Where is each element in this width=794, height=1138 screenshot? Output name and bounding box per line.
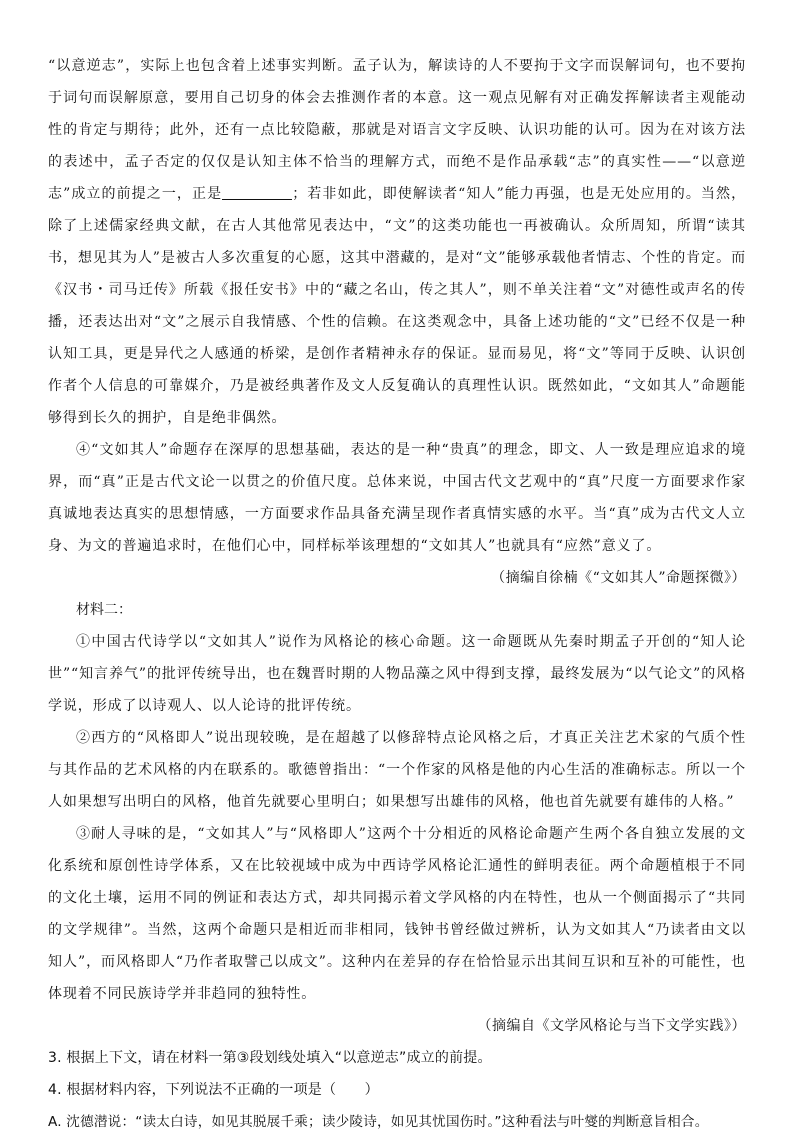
material2-source: （摘编自《文学风格论与当下文学实践》） — [477, 1018, 746, 1034]
question-4-option-a[interactable]: A. 沈德潜说：“读太白诗，如见其脱展千乘；读少陵诗，如见其忧国伤时。”这种看法与叶燮的判断意旨相合。 — [48, 1114, 709, 1130]
material1-paragraph-3 — [48, 50, 746, 434]
material1-paragraph-3-part-b: ；若非如此，即使解读者“知人”能力再强，也是无处应用的。当然，除了上述儒家经典文献，在古人其他常见表达中，“文”的这类功能也一再被确认。众所周知，所谓“读其书，想见其为人”是被古人多次重复的心愿，这其中潜藏的，是对“文”能够承载他者情志、个性的肯定。而《汉书・司马迁传》所载《报任安书》中的“藏之名山，传之其人”，则不单关注着“文”对德性或声名的传播，还表达出对“文”之展示自我情感、个性的信赖。在这类观念中，具备上述功能的“文”已经不仅是一种认知工具，更是异代之人感通的桥梁，是创作者精神永存的保证。显而易见，将“文”等同于反映、认识创作者个人信息的可靠媒介，乃是被经典著作及文人反复确认的真理性认识。既然如此，“文如其人”命题能够得到长久的拥护，自是绝非偶然。 — [48, 186, 746, 426]
material1-paragraph-3-part-a: “以意逆志”，实际上也包含着上述事实判断。孟子认为，解读诗的人不要拘于文字而误解词句，也不要拘于词句而误解原意，要用自己切身的体会去推测作者的本意。这一观点见解有对正确发挥解读者主观能动性的肯定与期待；此外，还有一点比较隐蔽，那就是对语言文字反映、认识功能的认可。因为在对该方法的表述中，孟子否定的仅仅是认知主体不恰当的理解方式，而绝不是作品承载“志”的真实性——“以意逆志”成立的前提之一，正是 — [48, 58, 746, 202]
question-4: 4. 根据材料内容，下列说法不正确的一项是（ ） — [48, 1082, 379, 1098]
material2-paragraph-2: ②西方的“风格即人”说出现较晚，是在超越了以修辞特点论风格之后，才真正关注艺术家的气质个性与其作品的艺术风格的内在联系的。歌德曾指出：“一个作家的风格是他的内心生活的准确标志。所以一个人如果想写出明白的风格，他首先就要心里明白；如果想写出雄伟的风格，他也首先就要有雄伟的人格。” — [48, 730, 746, 810]
material1-source: （摘编自徐楠《“文如其人”命题探微》） — [491, 570, 746, 586]
fill-in-blank-line[interactable] — [222, 185, 292, 200]
material1-paragraph-4: ④“文如其人”命题存在深厚的思想基础，表达的是一种“贵真”的理念，即文、人一致是理应追求的境界，而“真”正是古代文论一以贯之的价值尺度。总体来说，中国古代文艺观中的“真”尺度一方面要求作家真诚地表达真实的思想情感，一方面要求作品具备充满呈现作者真情实感的水平。当“真”成为古代文人立身、为文的普遍追求时，在他们心中，同样标举该理想的“文如其人”也就具有“应然”意义了。 — [48, 442, 746, 554]
material2-paragraph-3: ③耐人寻味的是，“文如其人”与“风格即人”这两个十分相近的风格论命题产生两个各自独立发展的文化系统和原创性诗学体系，又在比较视域中成为中西诗学风格论汇通性的鲜明表征。两个命题植根于不同的文化土壤，运用不同的例证和表达方式，却共同揭示着文学风格的内在特性，也从一个侧面揭示了“共同的文学规律”。当然，这两个命题只是相近而非相同，钱钟书曾经做过辨析，认为文如其人“乃读者由文以知人”，而风格即人“乃作者取譬己以成文”。这种内在差异的存在恰恰显示出其间互识和互补的可能性，也体现着不同民族诗学并非趋同的独特性。 — [48, 826, 746, 1002]
material2-paragraph-1: ①中国古代诗学以“文如其人”说作为风格论的核心命题。这一命题既从先秦时期孟子开创的“知人论世”“知言养气”的批评传统导出，也在魏晋时期的人物品藻之风中得到支撑，最终发展为“以气论文”的风格学说，形成了以诗观人、以人论诗的批评传统。 — [48, 634, 746, 714]
question-3: 3. 根据上下文，请在材料一第③段划线处填入“以意逆志”成立的前提。 — [48, 1050, 492, 1066]
material2-label: 材料二： — [76, 602, 132, 618]
